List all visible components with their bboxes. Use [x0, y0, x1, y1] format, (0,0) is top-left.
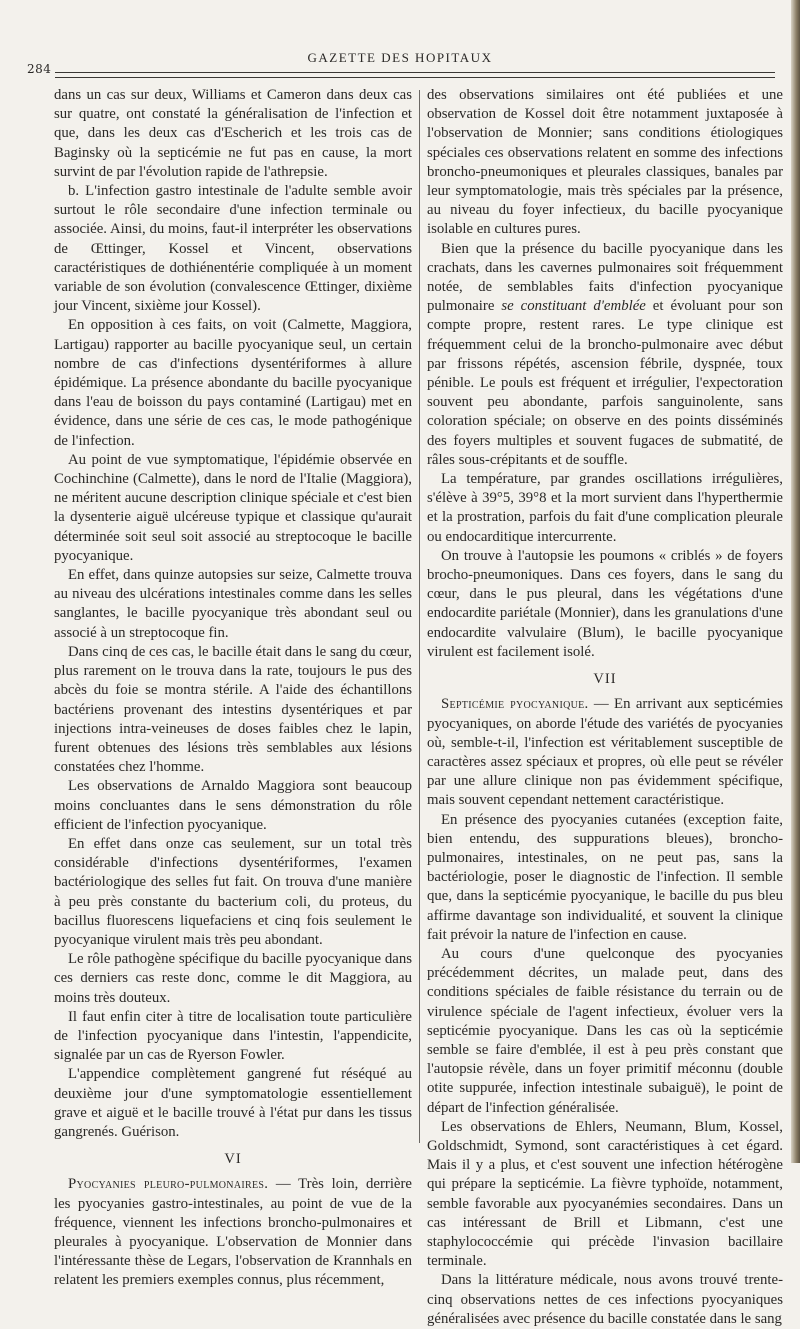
- section-number: VII: [593, 671, 617, 688]
- paragraph: En effet, dans quinze autopsies sur seize, Calmette trouva au niveau des ulcérations intestinales comme dans les selles sanglantes, le bacille pyocyanique très abondant seul ou associé à un streptocoque fin.: [54, 567, 412, 641]
- paragraph: La température, par grandes oscillations irrégulières, s'élève à 39°5, 39°8 et la mort survient dans l'hyperthermie et la prostration, parfois du fait d'une complication pleurale ou endocarditique intercurrente.: [427, 471, 783, 545]
- header-rule: [55, 72, 775, 78]
- paragraph: [427, 240, 783, 470]
- paragraph: L'appendice complètement gangrené fut réséqué au deuxième jour d'une symptomatologie essentiellement grave et aiguë et le bacille trouvé à l'état pur dans les tissus gangrenés. Guérison.: [54, 1066, 412, 1140]
- paragraph: En opposition à ces faits, on voit (Calmette, Maggiora, Lartigau) rapporter au bacille pyocyanique seul, un certain nombre de cas d'infections dysentériformes à allure épidémique. La présence abondante du bacille pyocyanique dans l'eau de boisson du pays contaminé (Lartigau) met en évidence, dans une série de ces cas, le mode pathogénique de l'infection.: [54, 317, 412, 449]
- section-heading: Septicémie pyocyanique.: [441, 696, 589, 713]
- paragraph: [427, 695, 783, 810]
- paragraph: Dans la littérature médicale, nous avons trouvé trente-cinq observations nettes de ces infections pyocyaniques généralisées avec présence du bacille constatée dans le sang: [427, 1272, 783, 1327]
- paragraph: On trouve à l'autopsie les poumons « criblés » de foyers brocho-pneumoniques. Dans ces foyers, dans le sang du cœur, dans le pus pleural, dans les végétations d'une endocardite pariétale (Monnier), dans les granulations d'une endocardite valvulaire (Blum), le bacille pyocyanique virulent est facilement isolé.: [427, 547, 783, 660]
- paragraph-text: Bien que la présence du bacille pyocyanique dans les crachats, dans les cavernes pulmonaires soit fréquemment notée, de semblables faits d'infection pyocyanique pulmonaire: [427, 240, 783, 315]
- paragraph: des observations similaires ont été publiées et une observation de Kossel doit être notamment juxtaposée à l'observation de Monnier; sans conditions étiologiques spéciales ces observations relatent en somme des infections broncho-pneumoniques et pleurales classiques, banales par leur symptomatologie, mais très spéciales par la présence, au niveau du foyer infectieux, du bacille pyocyanique isolable en cultures pures.: [427, 87, 783, 238]
- paragraph-text: — En arrivant aux septicémies pyocyaniques, on aborde l'étude des variétés de pyocyanies où, semble-t-il, l'infection est véritablement susceptible de caractères assez spéciaux et propres, où elle peut se révéler par une allure clinique non pas évidemment spécifique, mais souvent cependant nettement caractéristique.: [427, 696, 783, 809]
- paragraph: b. L'infection gastro intestinale de l'adulte semble avoir surtout le rôle secondaire d'une infection terminale ou associée. Ainsi, du moins, faut-il interpréter les observations de Œttinger, Kossel et Vincent, observations caractéristiques de dothiénentérie compliquée à un moment variable de son évolution (convalescence Œttinger, dixième jour Vincent, sixième jour Kossel).: [54, 183, 412, 315]
- paragraph: Dans cinq de ces cas, le bacille était dans le sang du cœur, plus rarement on le trouva dans la rate, toujours le pus des abcès du foie se montra stérile. A l'aide des échantillons bactériens provenant des intestins dysentériques et par injections intra-veineuses de doses faibles chez le lapin, furent obtenues des lésions très semblables aux lésions constatées chez l'homme.: [54, 643, 412, 776]
- paragraph-text: et évoluant pour son compte propre, restent rares. Le type clinique est fréquemment celui de la broncho-pulmonaire avec début par frissons répétés, ascension fébrile, dyspnée, toux pénible. Le pouls est fréquent et irrégulier, l'expectoration souvent peu abondante, parfois sanguinolente, sans coloration spéciale; on observe en des points disséminés des foyers multiples et souvent fugaces de submatité, de râles sous-crépitants et de souffle.: [427, 298, 784, 468]
- paragraph: [54, 1175, 412, 1290]
- section-heading: Pyocyanies pleuro-pulmonaires.: [68, 1176, 269, 1193]
- paragraph: Il faut enfin citer à titre de localisation toute particulière de l'infection pyocyanique dans l'intestin, l'appendicite, signalée par un cas de Ryerson Fowler.: [54, 1008, 412, 1064]
- column-divider: [419, 90, 420, 1143]
- section-number: VI: [224, 1151, 242, 1168]
- paragraph: dans un cas sur deux, Williams et Cameron dans deux cas sur quatre, ont constaté la généralisation de l'infection et que, dans les deux cas d'Escherich et les trois cas de Baginsky où la septicémie ne fut pas en cause, la mort survint de par l'évolution rapide de l'athrepsie.: [54, 87, 412, 180]
- paragraph-text: — Très loin, derrière les pyocyanies gastro-intestinales, au point de vue de la fréquence, viennent les infections broncho-pulmonaires et pleurales à pyocyanique. L'observation de Monnier dans l'intéressante thèse de Legars, l'observation de Krannhals en relatent les premiers exemples connus, plus récemment,: [54, 1176, 412, 1289]
- emphasis: se constituant d'emblée: [501, 298, 646, 315]
- running-head: GAZETTE DES HOPITAUX: [307, 50, 493, 65]
- paragraph: Au cours d'une quelconque des pyocyanies précédemment décrites, un malade peut, dans des conditions spéciales de faible résistance du terrain ou de virulence spéciale de l'agent infectieux, évoluer vers la septicémie pyocyanique. Dans les cas où la septicémie semble se faire d'emblée, il est à peu près constant que l'autopsie révèle, dans un foyer primitif méconnu (double otite suppurée, infection intestinale subaiguë), le point de départ de l'infection généralisée.: [427, 945, 783, 1116]
- paragraph: Au point de vue symptomatique, l'épidémie observée en Cochinchine (Calmette), dans le nord de l'Italie (Maggiora), ne méritent aucune description clinique spéciale et c'est bien la dysenterie aiguë ulcéreuse typique et classique qu'aurait déterminée soit seul soit associé au streptocoque le bacille pyocyanique.: [54, 451, 412, 564]
- left-column: [54, 86, 412, 1291]
- paragraph: Le rôle pathogène spécifique du bacille pyocyanique dans ces derniers cas reste donc, comme le dit Maggiora, au moins très douteux.: [54, 951, 412, 1006]
- right-column: [427, 86, 783, 1329]
- page-edge: [791, 0, 800, 1163]
- paragraph: En présence des pyocyanies cutanées (exception faite, bien entendu, des suppurations bleues), broncho-pulmonaires, intestinales, on ne peut pas, sans la bactériologie, poser le diagnostic de l'infection. Il semble que, dans la septicémie pyocyanique, le bacille du pus bleu affirme davantage son individualité, et souvent la clinique fait prévoir la nature de l'infection en cause.: [427, 811, 783, 943]
- page-number: 284: [27, 62, 52, 76]
- paragraph: Les observations de Ehlers, Neumann, Blum, Kossel, Goldschmidt, Symond, sont caractéristiques à cet égard. Mais il y a plus, et c'est souvent une infection hétérogène qui prépare la septicémie. La fièvre typhoïde, notamment, semble favorable aux pyocyanémies secondaires. Dans un cas intéressant de Brill et Libmann, c'est une staphylococcémie qui précède l'invasion bacillaire terminale.: [427, 1118, 783, 1270]
- paragraph: Les observations de Arnaldo Maggiora sont beaucoup moins concluantes dans le sens démonstration du rôle efficient de l'infection pyocyanique.: [54, 778, 412, 833]
- paragraph: En effet dans onze cas seulement, sur un total très considérable d'infections dysentériformes, l'examen bactériologique des selles fut fait. On trouva d'une manière à peu près constante du bacterium coli, du proteus, du bacillus fluorescens liquefaciens et cinq fois seulement le pyocyanique virulent mais très peu abondant.: [54, 835, 412, 948]
